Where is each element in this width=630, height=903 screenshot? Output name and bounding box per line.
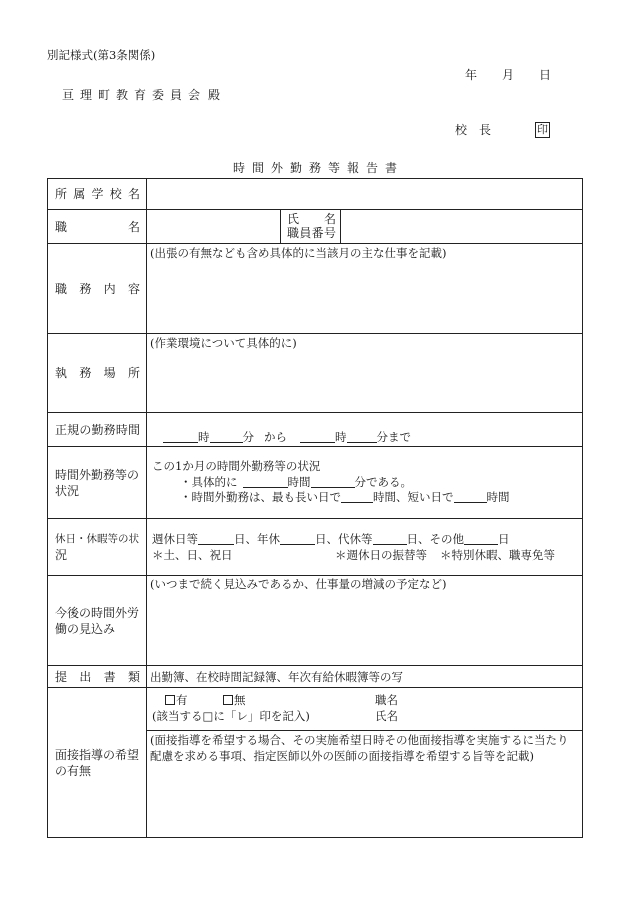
row-overtime	[48, 446, 582, 518]
duties-label: 職務内容	[55, 281, 140, 296]
annual-leave-days-blank[interactable]	[280, 533, 315, 545]
overtime-range-line	[180, 490, 510, 504]
from-to-connector: から	[264, 430, 287, 444]
overtime-label-cell	[48, 447, 147, 518]
interview-request-section[interactable]	[147, 731, 582, 837]
shortest-day-hours-blank[interactable]	[454, 491, 487, 503]
other-leave-label: 日、その他	[406, 532, 464, 546]
regular-hours-line	[163, 430, 411, 444]
checkbox-yes[interactable]	[165, 695, 175, 705]
start-minute-unit: 分	[242, 430, 254, 444]
position-label: 職名	[55, 219, 140, 234]
holidays-label-line: 休日・休暇等の状	[55, 533, 139, 545]
compensatory-leave-label: 日、代休等	[315, 532, 373, 546]
regular-hours-label: 正規の勤務時間	[55, 422, 140, 437]
overtime-minutes-blank[interactable]	[311, 476, 355, 488]
option-no[interactable]	[223, 693, 246, 707]
name-label: 氏名	[287, 212, 336, 226]
date-year-label: 年	[465, 68, 478, 82]
weekly-holiday-days-blank[interactable]	[198, 533, 234, 545]
holidays-label-cell	[48, 519, 147, 575]
outlook-label-line: 働の見込み	[55, 621, 116, 636]
date-month-label: 月	[502, 68, 515, 82]
principal-signature-area[interactable]	[495, 120, 531, 138]
row-outlook	[48, 575, 582, 665]
position-value-group	[147, 210, 582, 243]
regular-hours-label-cell	[48, 413, 147, 446]
duties-value[interactable]	[147, 244, 582, 333]
interview-position-label: 職名	[375, 693, 398, 707]
interview-name-label: 氏名	[375, 709, 398, 723]
report-table	[47, 178, 583, 838]
interview-label-line: の有無	[55, 763, 92, 778]
checkbox-instruction: (該当する□に「レ」印を記入)	[152, 709, 310, 723]
name-staff-number-value[interactable]	[341, 210, 582, 243]
interview-note-line: (面接指導を希望する場合、その実施希望日時その他面接指導を実施するに当たり	[150, 733, 569, 747]
end-hour-unit: 時	[335, 430, 347, 444]
duties-note: (出張の有無なども含め具体的に当該月の主な仕事を記載)	[150, 246, 447, 260]
regular-hours-value	[147, 413, 582, 446]
checkbox-no[interactable]	[223, 695, 233, 705]
shortest-day-hours-unit: 時間	[486, 490, 510, 504]
holiday-note-weekend: ＊土、日、祝日	[152, 548, 233, 562]
overtime-label-line: 状況	[55, 483, 80, 498]
row-duties	[48, 243, 582, 333]
documents-label-cell	[48, 666, 147, 687]
start-minute-blank[interactable]	[210, 431, 243, 443]
interview-label-cell	[48, 688, 147, 837]
row-regular-hours	[48, 412, 582, 446]
weekly-holiday-label: 週休日等	[152, 532, 198, 546]
interview-value	[147, 688, 582, 837]
workplace-note: (作業環境について具体的に)	[150, 336, 297, 350]
overtime-value	[147, 447, 582, 518]
workplace-label: 執務場所	[55, 366, 140, 380]
position-value[interactable]	[147, 210, 281, 243]
date-day-label: 日	[539, 68, 552, 82]
holidays-label	[55, 531, 139, 563]
school-label: 所属学校名	[55, 187, 140, 201]
overtime-shortest-prefix: 時間、短い日で	[373, 490, 454, 504]
row-interview	[48, 687, 582, 837]
option-yes[interactable]	[165, 693, 188, 707]
outlook-label-cell	[48, 576, 147, 665]
holiday-note-substitute: ＊週休日の振替等	[335, 548, 427, 562]
overtime-detail-line	[180, 475, 412, 489]
workplace-label-cell	[48, 334, 147, 412]
start-hour-unit: 時	[198, 430, 210, 444]
position-label-cell	[48, 210, 147, 243]
row-holidays	[48, 518, 582, 575]
overtime-label	[55, 467, 139, 499]
holidays-value	[147, 519, 582, 575]
compensatory-leave-days-blank[interactable]	[373, 533, 407, 545]
row-workplace	[48, 333, 582, 412]
longest-day-hours-blank[interactable]	[341, 491, 373, 503]
end-hour-blank[interactable]	[300, 431, 335, 443]
addressee: 亘理町教育委員会	[62, 88, 207, 102]
end-minute-blank[interactable]	[347, 431, 377, 443]
interview-name-field[interactable]	[403, 707, 573, 723]
overtime-longest-prefix: ・時間外勤務は、最も長い日で	[180, 490, 341, 504]
overtime-intro: この1か月の時間外勤務等の状況	[152, 459, 321, 473]
school-value[interactable]	[147, 179, 582, 209]
annual-leave-label: 日、年休	[234, 532, 280, 546]
duties-label-cell	[48, 244, 147, 333]
seal-mark: 印	[537, 123, 548, 136]
start-hour-blank[interactable]	[163, 431, 198, 443]
interview-choice-section	[147, 688, 582, 731]
option-no-label: 無	[234, 693, 246, 707]
addressee-honorific: 殿	[208, 88, 221, 102]
form-reference: 別記様式(第3条関係)	[47, 48, 156, 62]
option-yes-label: 有	[176, 693, 188, 707]
holiday-note-special-leave: ＊特別休暇、職専免等	[440, 548, 555, 562]
name-staff-number-label-cell	[281, 210, 341, 243]
row-school	[48, 179, 582, 209]
overtime-hours-blank[interactable]	[243, 476, 288, 488]
overtime-label-line: 時間外勤務等の	[55, 467, 140, 482]
other-leave-unit: 日	[498, 532, 510, 546]
overtime-hours-unit: 時間	[287, 475, 311, 489]
other-leave-days-blank[interactable]	[464, 533, 498, 545]
outlook-value[interactable]	[147, 576, 582, 665]
principal-label: 校 長	[455, 123, 492, 137]
interview-label-line: 面接指導の希望	[55, 747, 140, 762]
row-documents	[48, 665, 582, 687]
holidays-label-line: 況	[55, 548, 68, 562]
row-position	[48, 209, 582, 243]
form-title: 時間外勤務等報告書	[232, 161, 404, 175]
outlook-label-line: 今後の時間外労	[55, 605, 140, 620]
documents-value: 出勤簿、在校時間記録簿、年次有給休暇簿等の写	[150, 669, 403, 684]
overtime-minutes-unit: 分である。	[354, 475, 412, 489]
outlook-note: (いつまで続く見込みであるか、仕事量の増減の予定など)	[150, 577, 447, 591]
interview-position-field[interactable]	[403, 691, 573, 707]
end-minute-unit: 分まで	[376, 430, 411, 444]
interview-label	[55, 747, 139, 779]
workplace-value[interactable]	[147, 334, 582, 412]
documents-label: 提出書類	[55, 669, 140, 684]
staff-number-label: 職員番号	[287, 226, 336, 240]
holiday-counts-line	[152, 532, 510, 546]
interview-note-line: 配慮を求める事項、指定医師以外の医師の面接指導を希望する旨等を記載)	[150, 749, 534, 763]
school-label-cell	[48, 179, 147, 209]
overtime-detail-prefix: ・具体的に	[180, 475, 238, 489]
outlook-label	[55, 605, 139, 637]
